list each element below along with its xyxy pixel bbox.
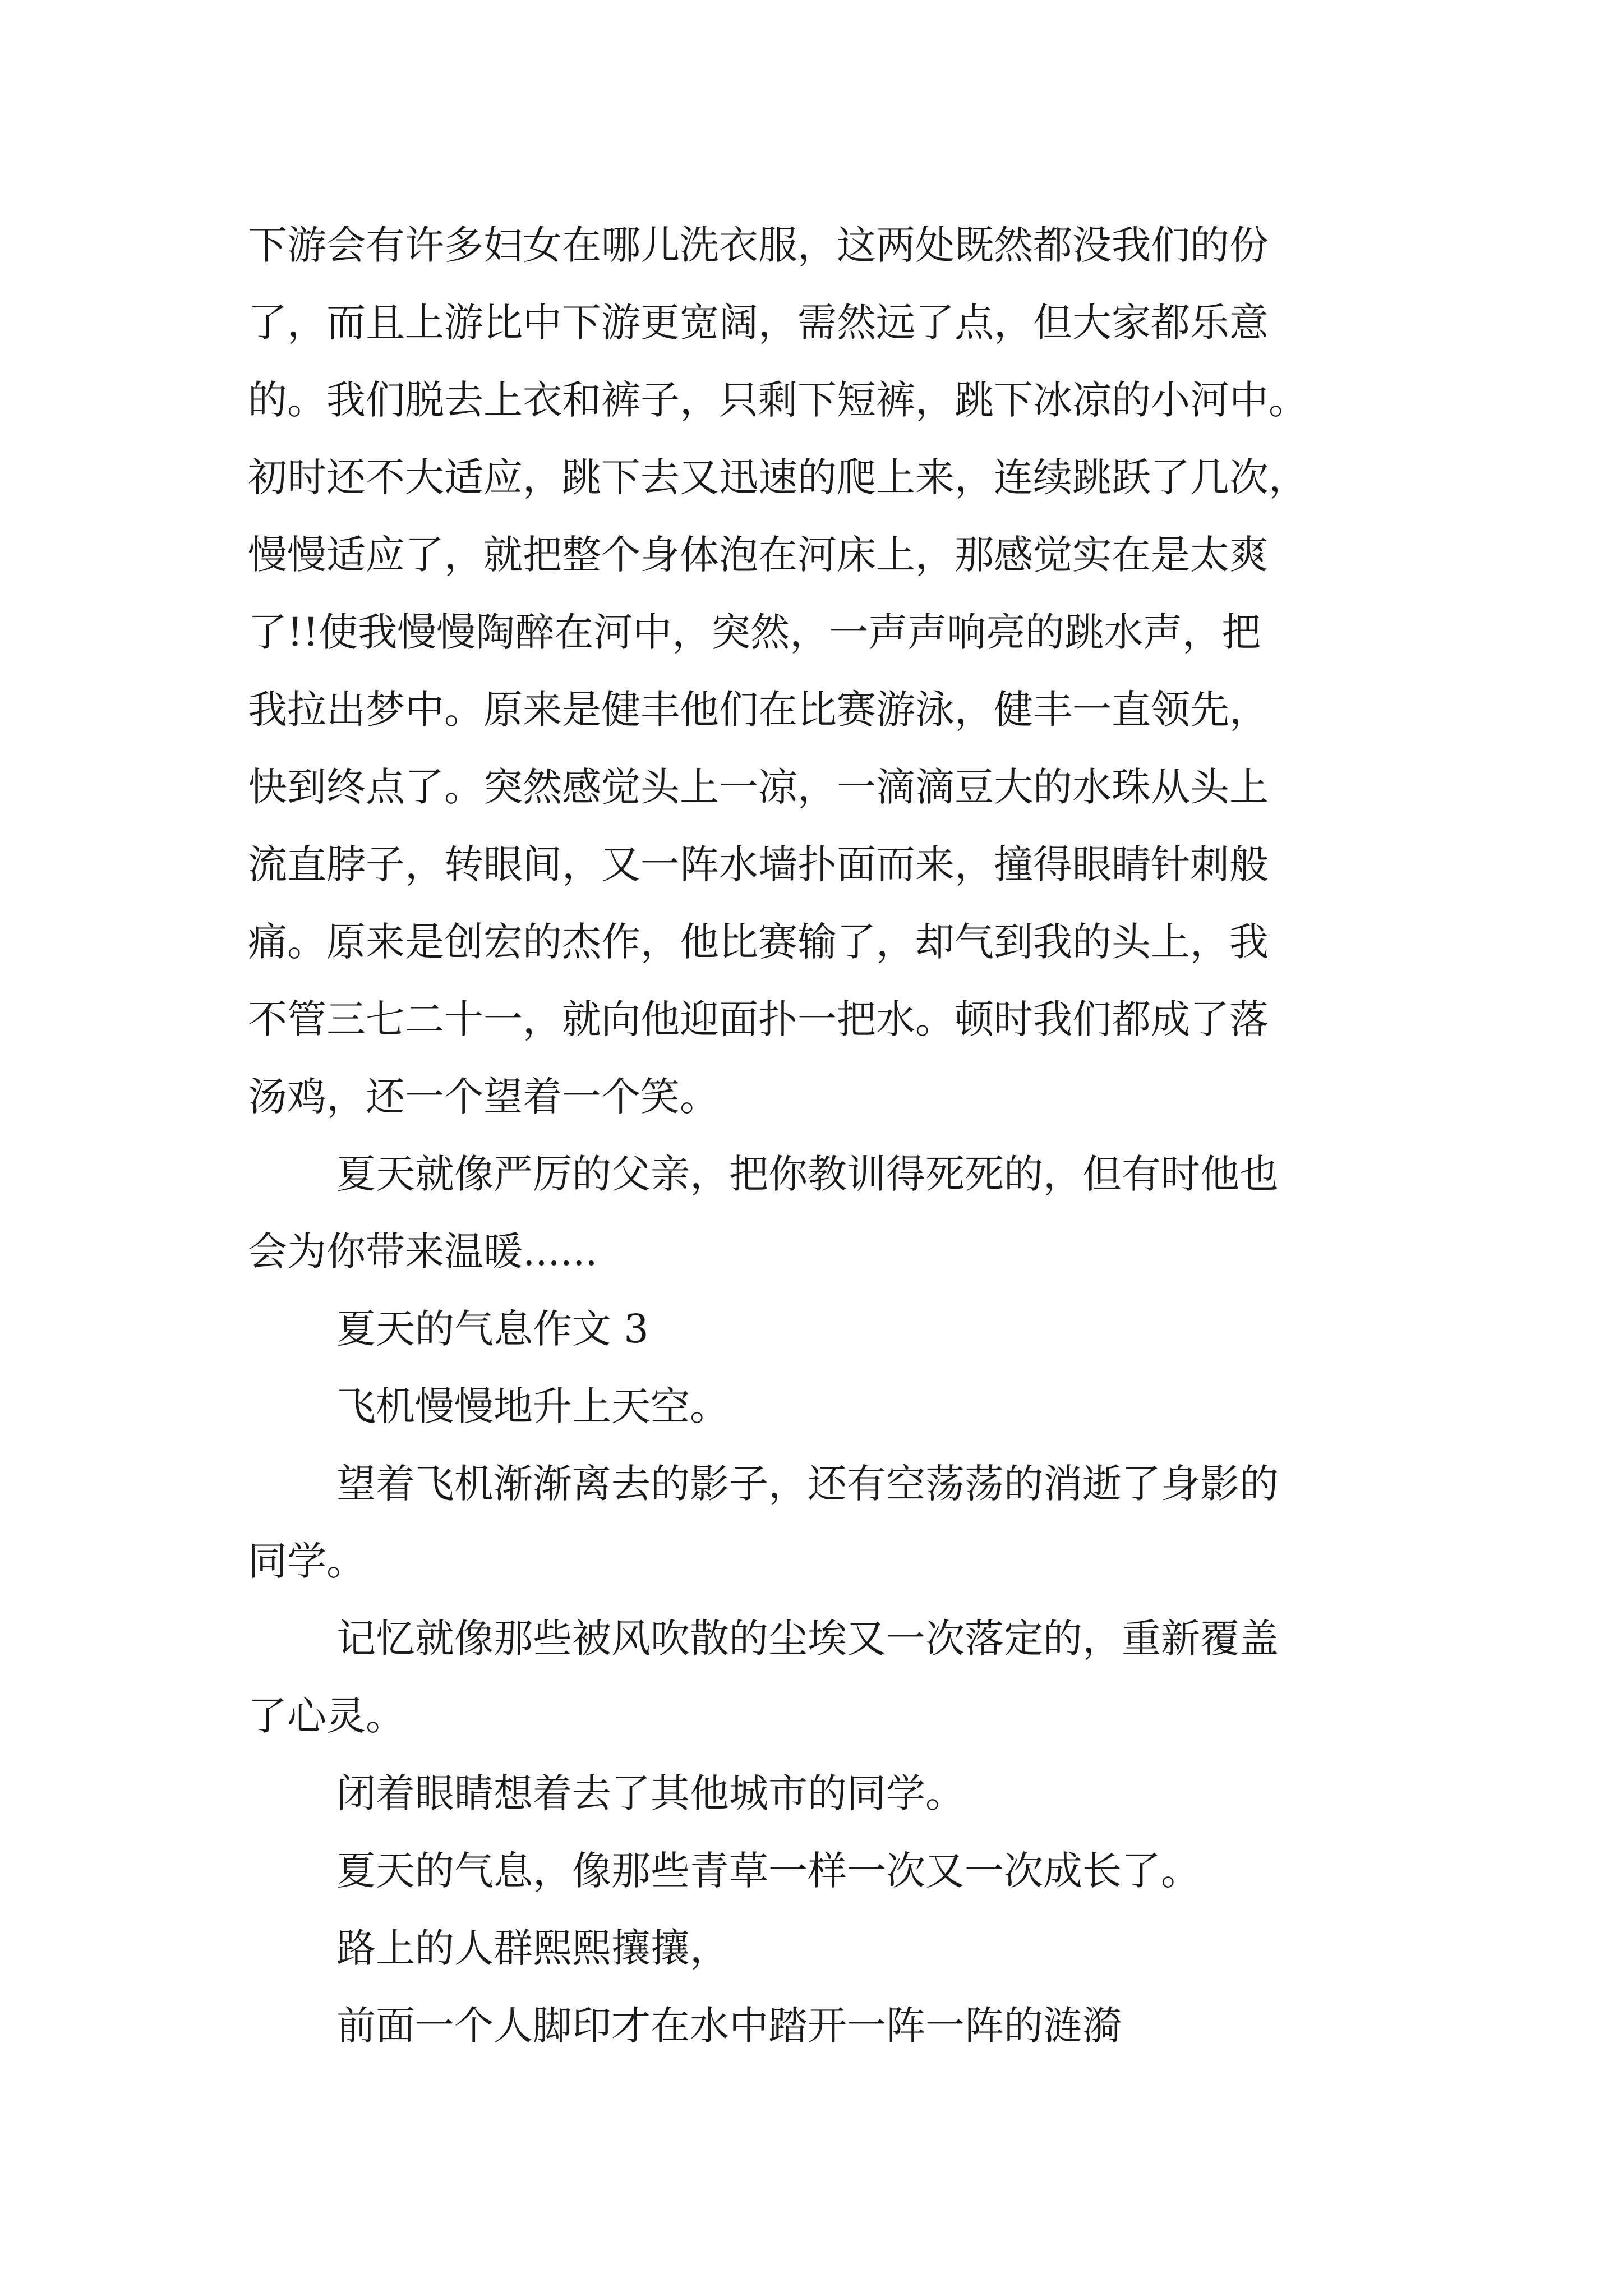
paragraph-start-line: 夏天就像严厉的父亲，把你教训得死死的，但有时他也 (336, 1151, 1279, 1197)
text-line: 了，而且上游比中下游更宽阔，需然远了点，但大家都乐意 (248, 300, 1269, 346)
text-line: 了心灵。 (248, 1693, 405, 1739)
section-heading: 夏天的气息作文 3 (336, 1306, 649, 1352)
text-line: 汤鸡，还一个望着一个笑。 (248, 1074, 719, 1120)
text-line: 了!!使我慢慢陶醉在河中，突然，一声声响亮的跳水声，把 (248, 609, 1261, 655)
text-line: 同学。 (248, 1538, 366, 1584)
paragraph-start-line: 路上的人群熙熙攘攘， (336, 1925, 729, 1971)
text-line: 下游会有许多妇女在哪儿洗衣服，这两处既然都没我们的份 (248, 222, 1269, 268)
text-line: 会为你带来温暖...... (248, 1228, 598, 1274)
paragraph-start-line: 记忆就像那些被风吹散的尘埃又一次落定的，重新覆盖 (336, 1616, 1279, 1662)
text-line: 的。我们脱去上衣和裤子，只剩下短裤，跳下冰凉的小河中。 (248, 377, 1308, 423)
paragraph-start-line: 望着飞机渐渐离去的影子，还有空荡荡的消逝了身影的 (336, 1461, 1279, 1507)
text-line: 慢慢适应了，就把整个身体泡在河床上，那感觉实在是太爽 (248, 532, 1269, 578)
text-line: 我拉出梦中。原来是健丰他们在比赛游泳，健丰一直领先， (248, 687, 1269, 733)
document-body (248, 206, 1392, 2064)
paragraph-start-line: 飞机慢慢地升上天空。 (336, 1383, 729, 1429)
text-line: 快到终点了。突然感觉头上一凉，一滴滴豆大的水珠从头上 (248, 764, 1269, 810)
paragraph-start-line: 闭着眼睛想着去了其他城市的同学。 (336, 1770, 965, 1816)
text-line: 初时还不大适应，跳下去又迅速的爬上来，连续跳跃了几次， (248, 454, 1308, 500)
text-line: 不管三七二十一，就向他迎面扑一把水。顿时我们都成了落 (248, 996, 1269, 1042)
text-line: 流直脖子，转眼间，又一阵水墙扑面而来，撞得眼睛针刺般 (248, 841, 1269, 887)
paragraph-start-line: 前面一个人脚印才在水中踏开一阵一阵的涟漪 (336, 2003, 1122, 2049)
paragraph-start-line: 夏天的气息，像那些青草一样一次又一次成长了。 (336, 1848, 1200, 1894)
text-line: 痛。原来是创宏的杰作，他比赛输了，却气到我的头上，我 (248, 919, 1269, 965)
